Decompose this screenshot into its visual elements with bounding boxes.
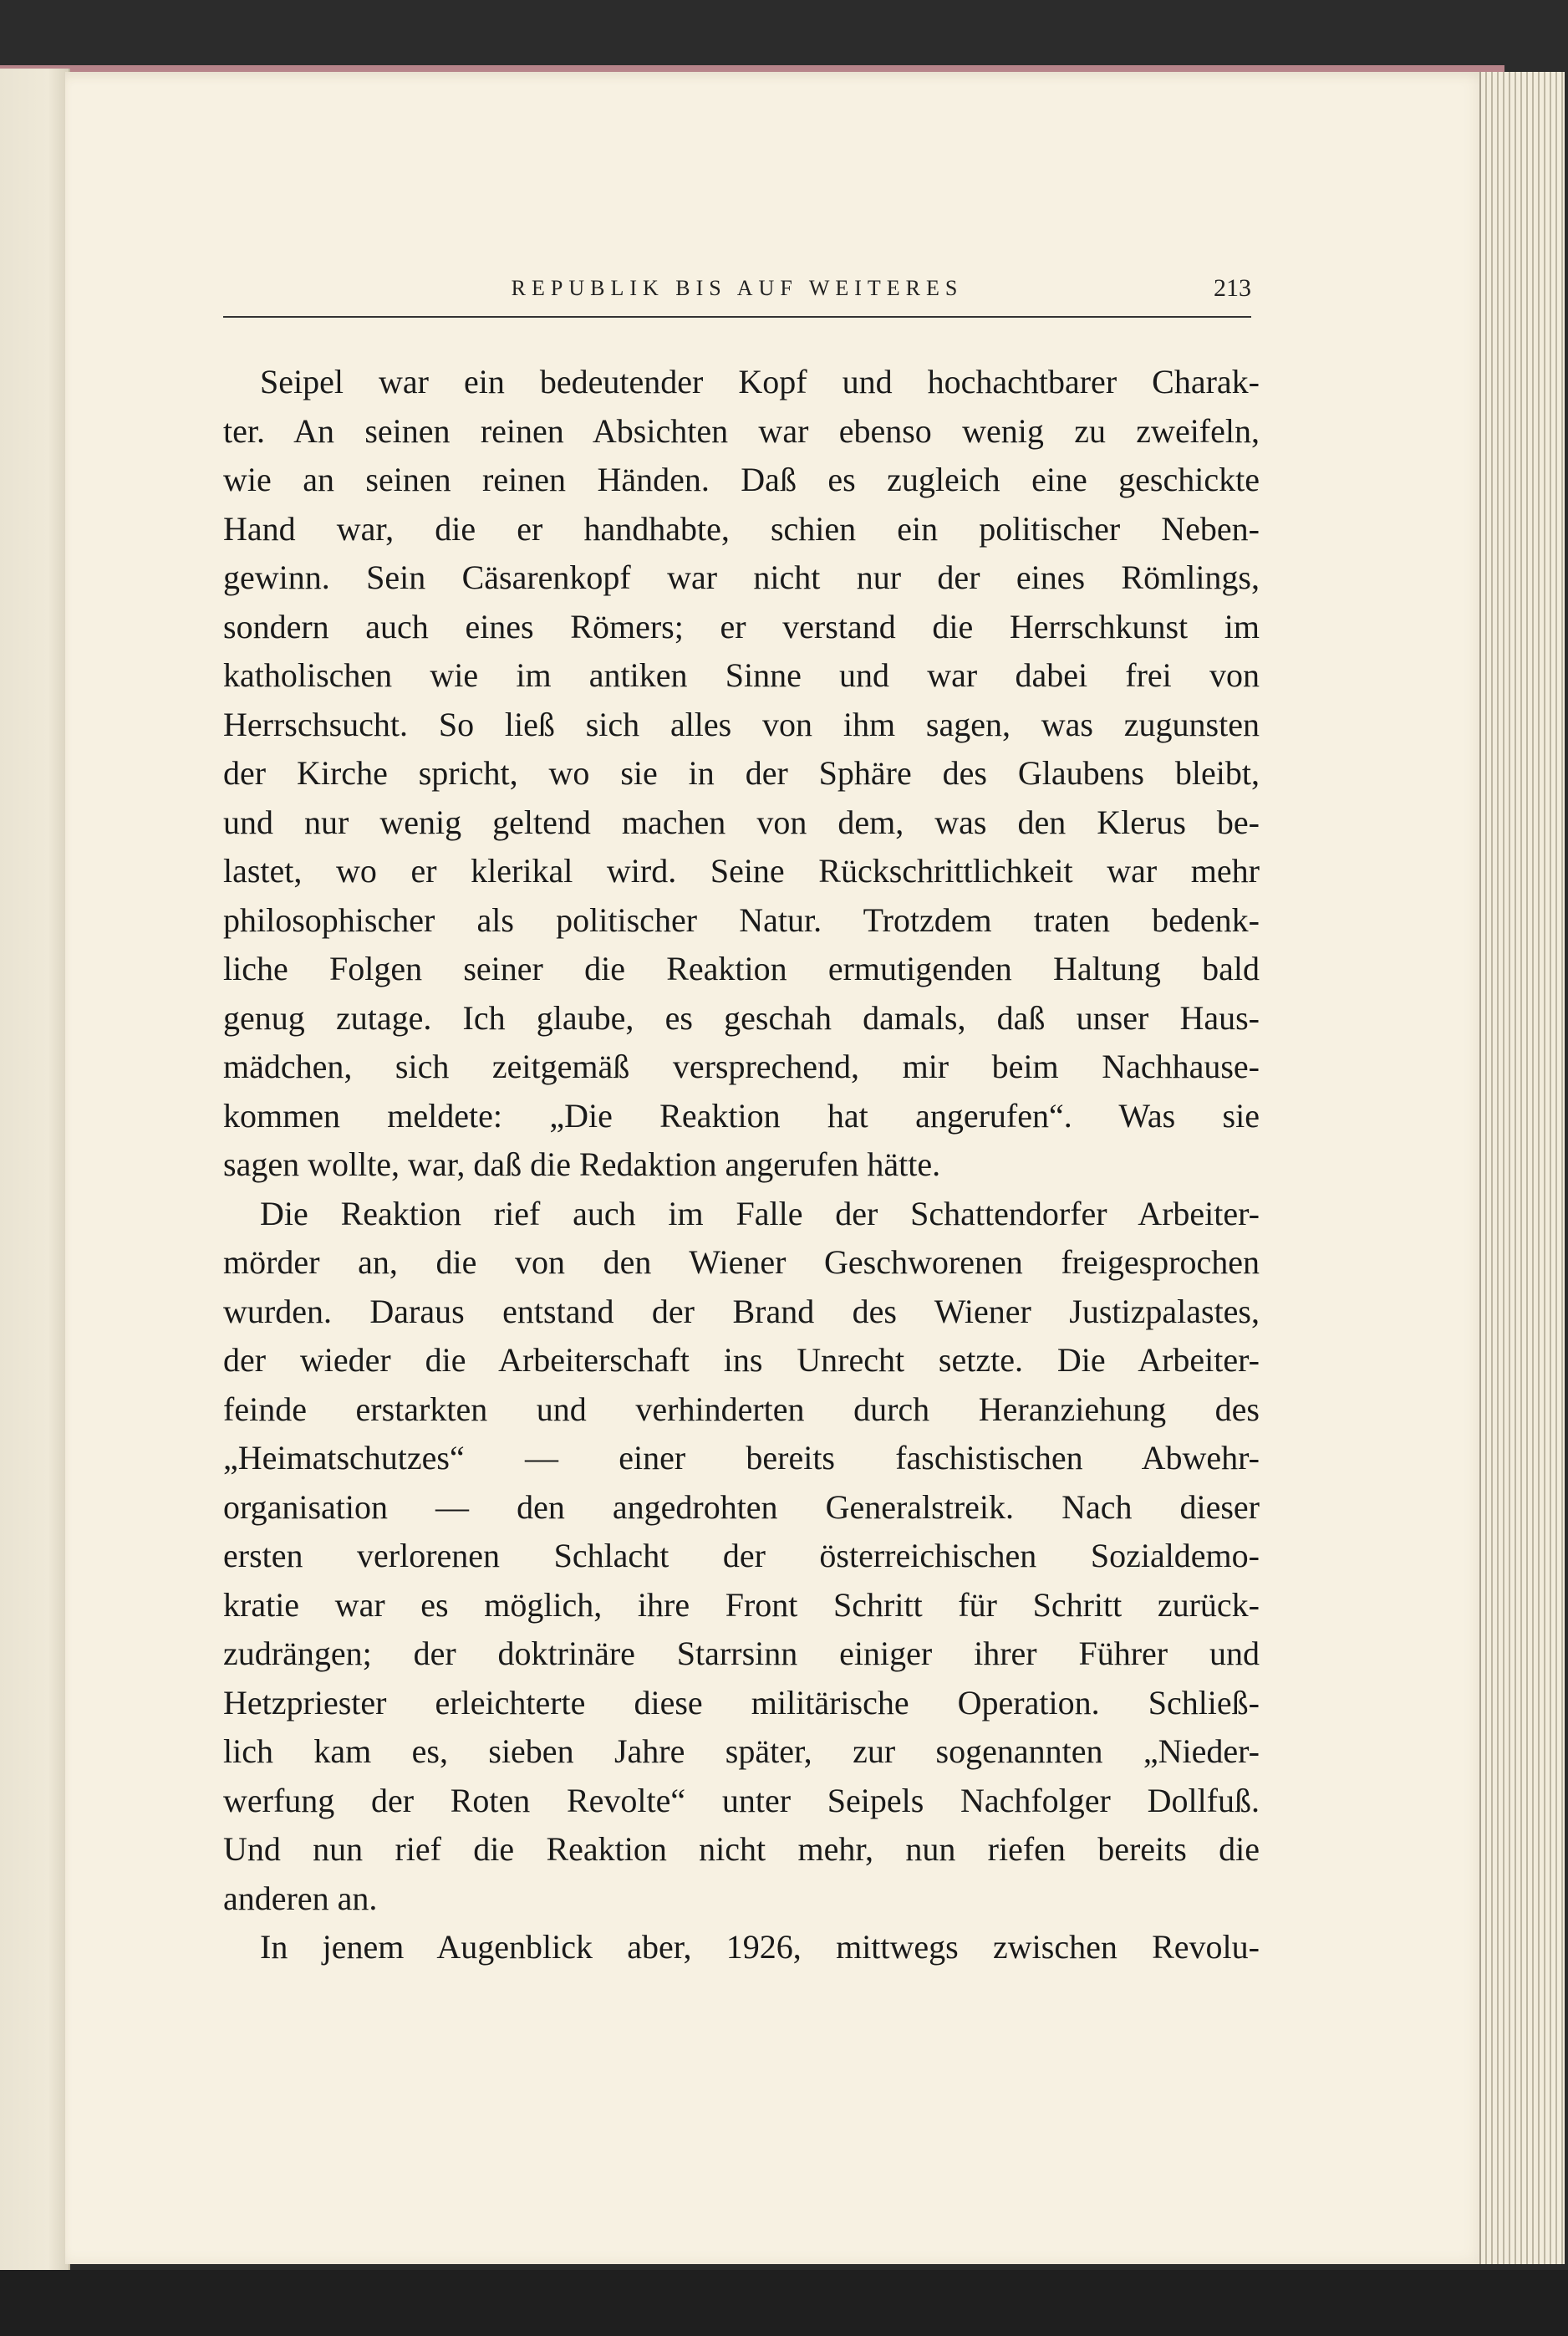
page-number: 213 xyxy=(1214,274,1251,302)
text-line: Und nun rief die Reaktion nicht mehr, nun riefen bereits die xyxy=(223,1830,1260,1868)
running-header xyxy=(223,276,1251,313)
text-line: liche Folgen seiner die Reaktion ermutigenden Haltung bald xyxy=(223,950,1260,987)
text-line: genug zutage. Ich glaube, es geschah damals, daß unser Haus- xyxy=(223,998,1260,1037)
text-line: und nur wenig geltend machen von dem, was den Klerus be- xyxy=(223,803,1260,841)
text-line: kratie war es möglich, ihre Front Schritt für Schritt zurück- xyxy=(223,1585,1260,1624)
text-line: In jenem Augenblick aber, 1926, mittwegs zwischen Revolu- xyxy=(260,1928,1260,1966)
body-text xyxy=(223,358,1260,1972)
running-header-title: REPUBLIK BIS AUF WEITERES xyxy=(511,276,964,300)
text-line: sagen wollte, war, daß die Redaktion angerufen hätte. xyxy=(223,1145,941,1183)
page-stack-edge xyxy=(1479,72,1565,2264)
scan-background-bottom xyxy=(0,2270,1568,2336)
text-line: Die Reaktion rief auch im Falle der Schattendorfer Arbeiter- xyxy=(260,1194,1260,1232)
text-line: gewinn. Sein Cäsarenkopf war nicht nur der eines Römlings, xyxy=(223,558,1260,596)
text-line: der wieder die Arbeiterschaft ins Unrecht setzte. Die Arbeiter- xyxy=(223,1341,1260,1379)
text-line: lich kam es, sieben Jahre später, zur sogenannten „Nieder- xyxy=(223,1732,1260,1770)
scan-background-top xyxy=(0,0,1568,75)
text-line: organisation — den angedrohten Generalstreik. Nach dieser xyxy=(223,1487,1260,1526)
text-line: ersten verlorenen Schlacht der österreichischen Sozialdemo- xyxy=(223,1537,1260,1574)
text-line: Herrschsucht. So ließ sich alles von ihm sagen, was zugunsten xyxy=(223,705,1260,743)
text-line: Seipel war ein bedeutender Kopf und hochachtbarer Charak- xyxy=(260,363,1260,400)
text-line: wie an seinen reinen Händen. Daß es zugleich eine geschickte xyxy=(223,461,1260,498)
text-line: „Heimatschutzes“ — einer bereits faschistischen Abwehr- xyxy=(223,1439,1260,1477)
text-line: Hetzpriester erleichterte diese militärische Operation. Schließ- xyxy=(223,1683,1260,1721)
book-cover-edge xyxy=(0,65,1504,72)
text-line: werfung der Roten Revolte“ unter Seipels Nachfolger Dollfuß. xyxy=(223,1781,1260,1819)
text-line: feinde erstarkten und verhinderten durch Heranziehung des xyxy=(223,1390,1260,1428)
text-line: ter. An seinen reinen Absichten war ebenso wenig zu zweifeln, xyxy=(223,411,1260,450)
text-line: sondern auch eines Römers; er verstand die Herrschkunst im xyxy=(223,607,1260,645)
text-line: wurden. Daraus entstand der Brand des Wiener Justizpalastes, xyxy=(223,1292,1260,1330)
text-line: der Kirche spricht, wo sie in der Sphäre des Glaubens bleibt, xyxy=(223,754,1260,792)
header-rule xyxy=(223,316,1251,318)
text-line: kommen meldete: „Die Reaktion hat angerufen“. Was sie xyxy=(223,1096,1260,1135)
text-line: mörder an, die von den Wiener Geschworenen freigesprochen xyxy=(223,1243,1260,1281)
text-line: mädchen, sich zeitgemäß versprechend, mir beim Nachhause- xyxy=(223,1048,1260,1085)
text-line: anderen an. xyxy=(223,1879,378,1917)
text-line: katholischen wie im antiken Sinne und war dabei frei von xyxy=(223,656,1260,694)
text-line: zudrängen; der doktrinäre Starrsinn einiger ihrer Führer und xyxy=(223,1635,1260,1672)
text-line: Hand war, die er handhabte, schien ein politischer Neben- xyxy=(223,509,1260,548)
facing-page-edge xyxy=(0,69,70,2272)
text-line: lastet, wo er klerikal wird. Seine Rückschrittlichkeit war mehr xyxy=(223,852,1260,890)
text-line: philosophischer als politischer Natur. Trotzdem traten bedenk- xyxy=(223,900,1260,939)
